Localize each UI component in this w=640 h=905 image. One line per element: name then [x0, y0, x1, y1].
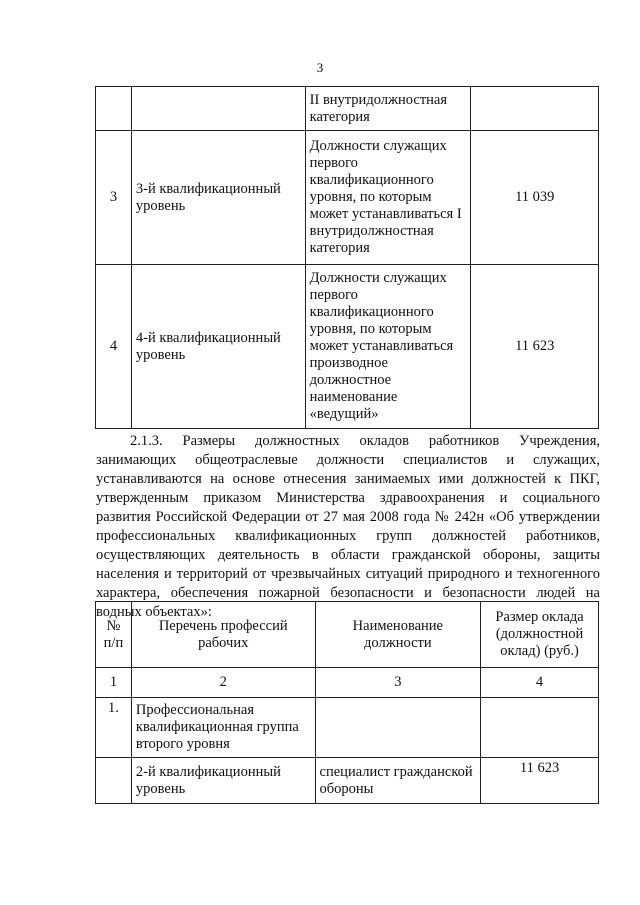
profession-name: 2-й квалификационный уровень — [131, 758, 315, 804]
row-number — [96, 758, 132, 804]
table-row — [96, 758, 599, 804]
salary-table — [95, 601, 599, 804]
row-number: 3 — [96, 131, 132, 265]
row-number: 4 — [96, 265, 132, 429]
salary-value — [471, 87, 599, 131]
profession-name: Профессиональная квалификационная группа второго уровня — [131, 698, 315, 758]
table-row — [96, 698, 599, 758]
table-row — [96, 87, 599, 131]
table-row — [96, 265, 599, 429]
header-salary: Размер оклада (должностной оклад) (руб.) — [481, 602, 599, 668]
salary-value: 11 623 — [471, 265, 599, 429]
table-row — [96, 131, 599, 265]
qualification-level — [131, 87, 305, 131]
col-number: 3 — [315, 668, 481, 698]
qualification-level: 4-й квалификационный уровень — [131, 265, 305, 429]
qualification-table — [95, 86, 599, 429]
col-number: 1 — [96, 668, 132, 698]
header-profession: Перечень профессий рабочих — [131, 602, 315, 668]
position-name: специалист гражданской обороны — [315, 758, 481, 804]
col-number: 2 — [131, 668, 315, 698]
salary-value: 11 623 — [481, 758, 599, 804]
row-number — [96, 87, 132, 131]
column-number-row — [96, 668, 599, 698]
header-row — [96, 602, 599, 668]
page-number: 3 — [316, 60, 324, 75]
position-description: II внутридолжностная категория — [305, 87, 471, 131]
col-number: 4 — [481, 668, 599, 698]
qualification-level: 3-й квалификационный уровень — [131, 131, 305, 265]
position-description: Должности служащих первого квалификационного уровня, по которым может устанавливаться I внутридолжностная категория — [305, 131, 471, 265]
row-number: 1. — [96, 698, 132, 758]
position-name — [315, 698, 481, 758]
header-number: № п/п — [96, 602, 132, 668]
position-description: Должности служащих первого квалификационного уровня, по которым может устанавливаться производное должностное наименование «ведущий» — [305, 265, 471, 429]
paragraph-text: 2.1.3. Размеры должностных окладов работников Учреждения, занимающих общеотраслевые должности специалистов и служащих, устанавливаются на основе отнесения занимаемых ими должностей к ПКГ, утвержденным приказом Министерства здравоохранения и социального развития Российской Федерации от 27 мая 2008 года № 242н «Об утверждении профессиональных квалификационных групп должностей работников, осуществляющих деятельность в области гражданской обороны, защиты населения и территорий от чрезвычайных ситуаций природного и техногенного характера, обеспечения пожарной безопасности и безопасности людей на водных объектах»: — [96, 433, 600, 620]
section-paragraph — [96, 432, 600, 622]
salary-value — [481, 698, 599, 758]
salary-value: 11 039 — [471, 131, 599, 265]
header-position: Наименование должности — [315, 602, 481, 668]
